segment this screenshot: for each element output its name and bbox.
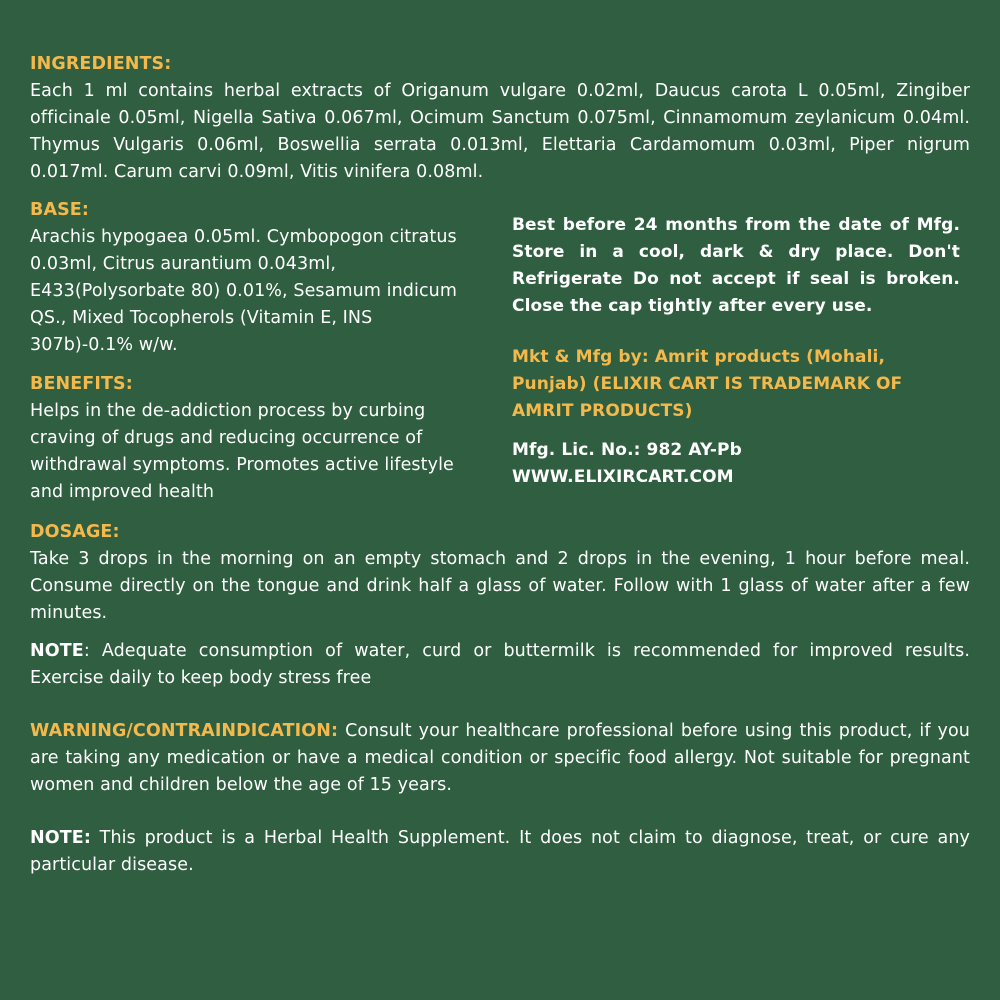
note-text: : Adequate consumption of water, curd or buttermilk is recommended for improved results. Exercise daily to keep body stress free [30,641,970,688]
dosage-heading: DOSAGE: [30,522,120,542]
dosage-text: Take 3 drops in the morning on an empty stomach and 2 drops in the evening, 1 hour before meal. Consume directly on the tongue and drink half a glass of water. Follow with 1 glass of water after a few minutes. [30,549,970,623]
ingredients-heading: INGREDIENTS: [30,54,172,74]
note-label: NOTE [30,641,84,661]
benefits-text: Helps in the de-addiction process by curbing craving of drugs and reducing occurrence of withdrawal symptoms. Promotes active lifestyle and improved health [30,401,454,502]
manufacturer-section [512,344,960,425]
benefits-heading: BENEFITS: [30,374,133,394]
base-heading: BASE: [30,200,89,220]
ingredients-section [30,51,970,186]
warning-text: Consult your healthcare professional before using this product, if you are taking any medication or have a medical condition or specific food allergy. Not suitable for pregnant women and children below the age of 15 years. [30,721,970,795]
ingredients-text: Each 1 ml contains herbal extracts of Origanum vulgare 0.02ml, Daucus carota L 0.05ml, Zingiber officinale 0.05ml, Nigella Sativa 0.067ml, Ocimum Sanctum 0.075ml, Cinnamomum zeylanicum 0.04ml. Thymus Vulgaris 0.06ml, Boswellia serrata 0.013ml, Elettaria Cardamomum 0.03ml, Piper nigrum 0.017ml. Carum carvi 0.09ml, Vitis vinifera 0.08ml. [30,81,970,182]
storage-text: Best before 24 months from the date of Mfg. Store in a cool, dark & dry place. Don't Refrigerate Do not accept if seal is broken. Close the cap tightly after every use. [512,215,960,316]
license-number: Mfg. Lic. No.: 982 AY-Pb [512,440,742,460]
license-section [512,437,960,491]
benefits-section [30,371,470,506]
note-section [30,638,970,692]
disclaimer-text: This product is a Herbal Health Supplement. It does not claim to diagnose, treat, or cure any particular disease. [30,828,970,875]
manufacturer-text: Mkt & Mfg by: Amrit products (Mohali, Punjab) (ELIXIR CART IS TRADEMARK OF AMRIT PRODUCTS) [512,347,903,421]
dosage-section [30,519,970,627]
warning-label: WARNING/CONTRAINDICATION: [30,721,339,741]
disclaimer-label: NOTE: [30,828,91,848]
website-text: WWW.ELIXIRCART.COM [512,467,734,487]
storage-section [512,212,960,320]
disclaimer-section [30,825,970,879]
base-section [30,197,470,359]
base-text: Arachis hypogaea 0.05ml. Cymbopogon citratus 0.03ml, Citrus aurantium 0.043ml, E433(Polysorbate 80) 0.01%, Sesamum indicum QS., Mixed Tocopherols (Vitamin E, INS 307b)-0.1% w/w. [30,227,458,355]
warning-section [30,718,970,799]
